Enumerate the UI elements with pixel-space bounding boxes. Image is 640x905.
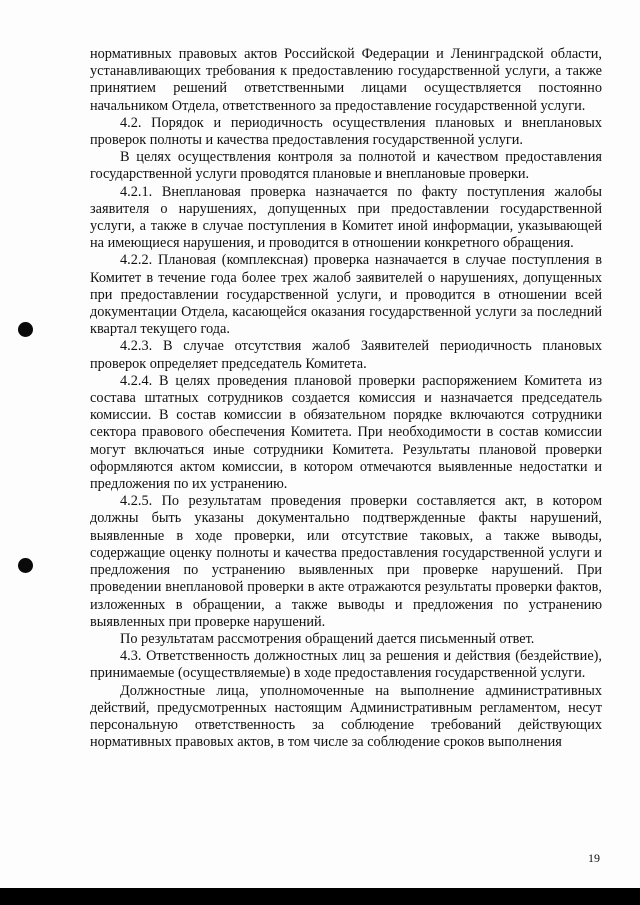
paragraph-4-2-4: 4.2.4. В целях проведения плановой проверки распоряжением Комитета из состава штатных сотрудников создается комиссия и назначается председатель комиссии. В состав комиссии в обязательном порядке включаются сотрудники сектора правового обеспечения Комитета. При необходимости в состав комиссии могут включаться иные сотрудники Комитета. Результаты плановой проверки оформляются актом комиссии, в котором отмечаются выявленные недостатки и предложения по их устранению. <box>90 372 602 493</box>
punch-hole-mark <box>18 322 33 337</box>
paragraph-written-response: По результатам рассмотрения обращений дается письменный ответ. <box>120 630 535 647</box>
paragraph-continuation: нормативных правовых актов Российской Федерации и Ленинградской области, устанавливающих требования к предоставлению государственной услуги, а также принятием решений ответственными лицами осуществляется постоянно начальником Отдела, ответственного за предоставление государственной услуги. <box>90 46 602 114</box>
paragraph-4-2-2: 4.2.2. Плановая (комплексная) проверка назначается в случае поступления в Комитет в течение года более трех жалоб заявителей о нарушениях, допущенных при предоставлении государственной услуги, и проводится в отношении всей документации Отдела, касающейся оказания государственной услуги за последний квартал текущего года. <box>90 252 602 338</box>
page-number: 19 <box>588 851 600 865</box>
punch-hole-mark <box>18 558 33 573</box>
paragraph-control-purpose: В целях осуществления контроля за полнотой и качеством предоставления государственной услуги проводятся плановые и внеплановые проверки. <box>90 149 602 183</box>
paragraph-4-2-heading: 4.2. Порядок и периодичность осуществления плановых и внеплановых проверок полноты и качества предоставления государственной услуги. <box>90 114 602 149</box>
paragraph-4-2-1: 4.2.1. Внеплановая проверка назначается по факту поступления жалобы заявителя о нарушениях, допущенных при предоставлении государственной услуги, а также в случае поступления в Комитет иной информации, указывающей на имеющиеся нарушения, и проводится в отношении конкретного обращения. <box>90 183 602 252</box>
scan-edge-bar <box>0 888 640 905</box>
paragraph-4-3-heading: 4.3. Ответственность должностных лиц за решения и действия (бездействие), принимаемые (осуществляемые) в ходе предоставления государственной услуги. <box>90 648 602 682</box>
paragraph-officials-responsibility: Должностные лица, уполномоченные на выполнение административных действий, предусмотренных настоящим Административным регламентом, несут персональную ответственность за соблюдение требований действующих нормативных правовых актов, в том числе за соблюдение сроков выполнения <box>90 682 602 751</box>
document-body <box>90 46 602 751</box>
paragraph-4-2-3: 4.2.3. В случае отсутствия жалоб Заявителей периодичность плановых проверок определяет председатель Комитета. <box>90 338 602 372</box>
paragraph-4-2-5: 4.2.5. По результатам проведения проверки составляется акт, в котором должны быть указаны документально подтвержденные факты нарушений, выявленные в ходе проверки, или отсутствие таковых, а также выводы, содержащие оценку полноты и качества предоставления государственной услуги и предложения по устранению выявленных при проверке нарушений. При проведении внеплановой проверки в акте отражаются результаты проверки фактов, изложенных в обращении, а также выводы и предложения по устранению выявленных при проверке нарушений. <box>90 493 602 630</box>
